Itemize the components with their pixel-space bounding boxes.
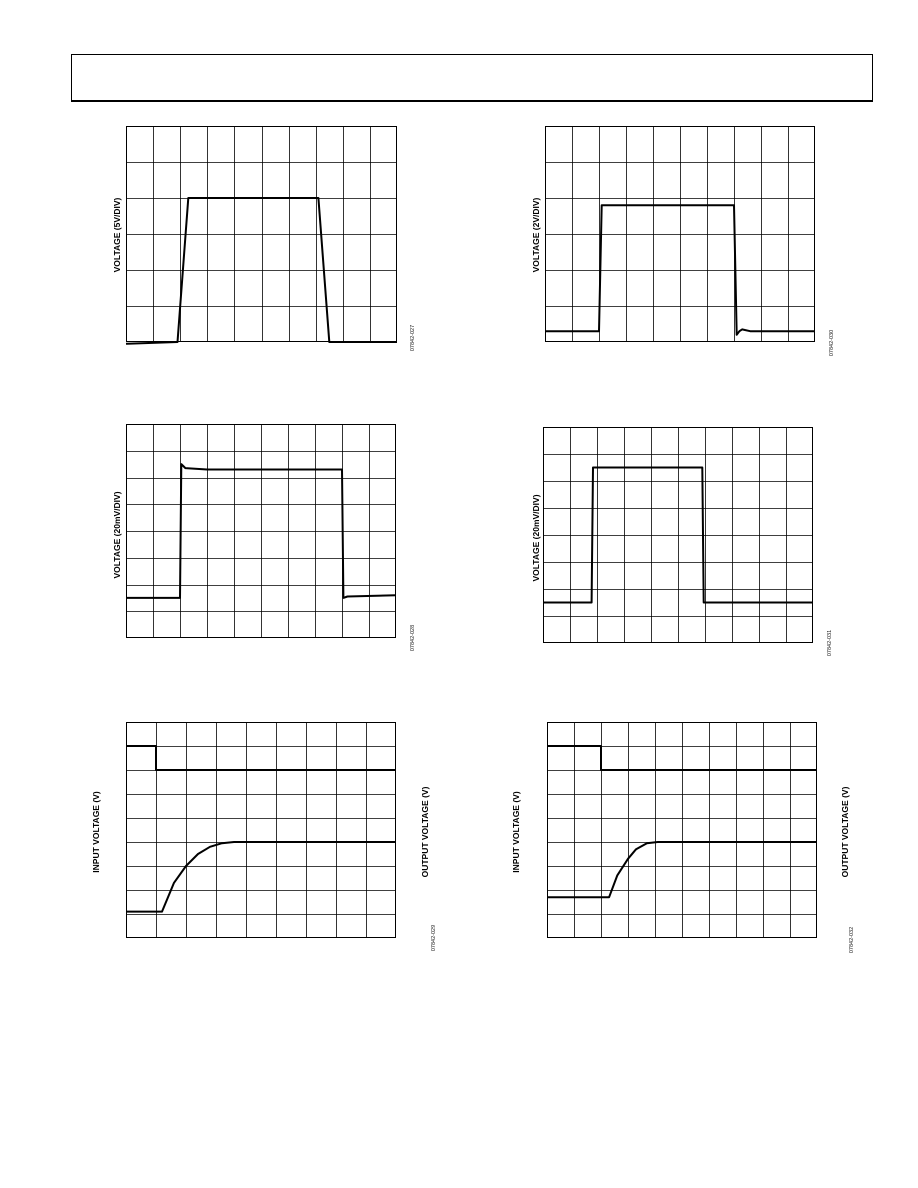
figure-code: 07842-028 [410,624,416,652]
series-trace-1 [547,746,817,770]
y-axis-label: VOLTAGE (5V/DIV) [112,197,122,273]
y-axis-label: VOLTAGE (20mV/DIV) [112,491,122,579]
series-trace-2 [547,842,817,897]
plot-area [126,126,397,342]
plot-frame [127,127,397,342]
figure-code: 07842-031 [827,629,833,657]
plot-frame [548,723,817,938]
y-axis-label: VOLTAGE (2V/DIV) [531,197,541,273]
figure-4 [543,427,813,643]
page-header-box [71,54,873,102]
plot-frame [544,428,813,643]
figure-2 [545,126,815,342]
figure-code: 07842-027 [410,324,416,352]
plot-area [547,722,817,938]
plot-area [126,722,396,938]
figure-1 [126,126,397,342]
plot-area [543,427,813,643]
plot-area [126,424,396,638]
series-trace-1 [543,468,813,603]
figure-code: 07842-029 [431,924,437,952]
figure-code: 07842-032 [849,926,855,954]
figure-code: 07842-030 [829,329,835,357]
series-trace-1 [126,464,396,598]
series-trace-2 [126,842,396,912]
series-trace-1 [545,205,815,335]
plot-frame [546,127,815,342]
y-axis-label-right: OUTPUT VOLTAGE (V) [840,786,850,878]
y-axis-label-right: OUTPUT VOLTAGE (V) [420,786,430,878]
plot-area [545,126,815,342]
series-trace-1 [126,746,396,770]
y-axis-label-left: INPUT VOLTAGE (V) [91,791,101,873]
figure-6 [547,722,817,938]
y-axis-label-left: INPUT VOLTAGE (V) [511,791,521,873]
plot-frame [127,723,396,938]
plot-frame [127,425,396,638]
figure-3 [126,424,396,638]
y-axis-label: VOLTAGE (20mV/DIV) [531,494,541,582]
figure-5 [126,722,396,938]
